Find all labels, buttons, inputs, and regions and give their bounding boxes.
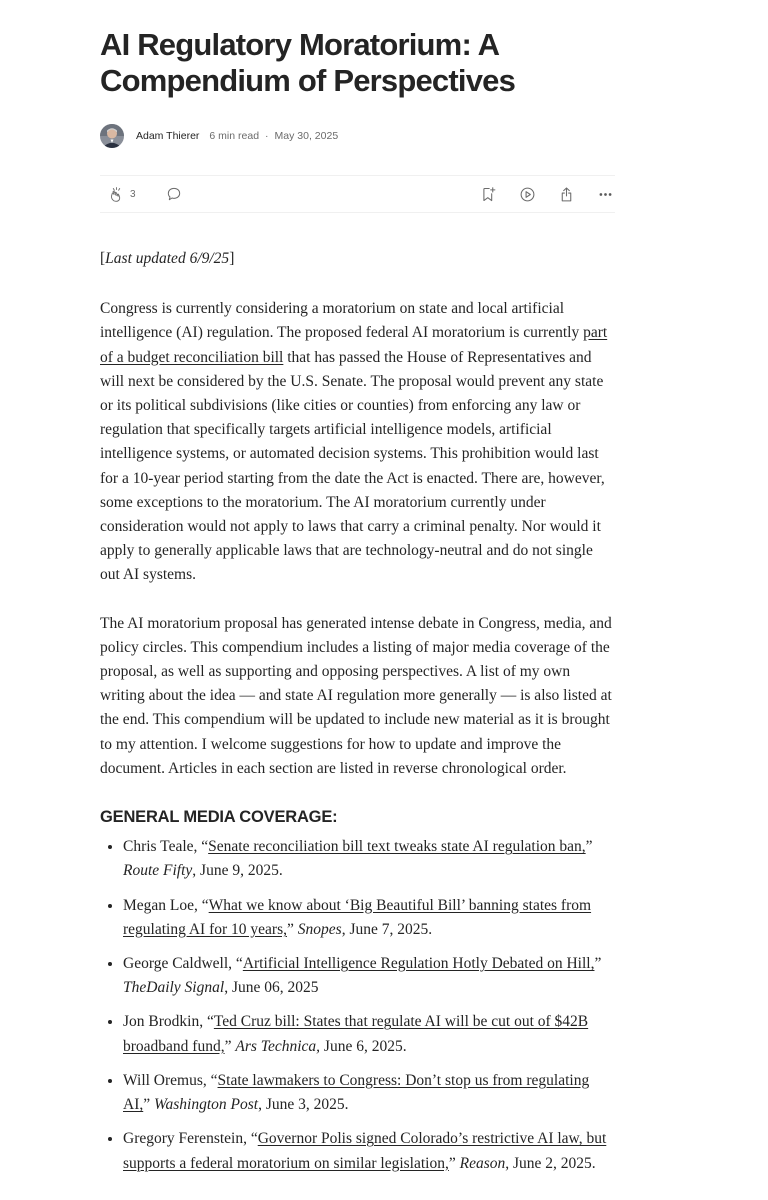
media-coverage-list: [100, 835, 615, 1175]
last-updated-note: [100, 247, 615, 271]
ref-publication: Reason: [459, 1154, 506, 1172]
ref-date: June 6, 2025.: [320, 1037, 407, 1055]
ref-publication: Snopes: [297, 920, 342, 938]
comment-icon[interactable]: [164, 184, 184, 204]
action-bar-right: [459, 184, 615, 204]
more-options-icon[interactable]: [595, 184, 615, 204]
author-name[interactable]: Adam Thierer: [136, 130, 200, 142]
p1-after-link: that has passed the House of Representatives and will next be considered by the U.S. Senate. The proposal would prevent any state or its political subdivisions (like cities or counties) from enforcing any law or regulation that specifically targets artificial intelligence models, artificial intelligence systems, or automated decision systems. This prohibition would last for a 10-year period starting from the date the Act is enacted. There are, however, some exceptions to the moratorium. The AI moratorium currently under consideration would not apply to laws that carry a criminal penalty. Nor would it apply to generally applicable laws that are technology-neutral and do not single out AI systems.: [100, 348, 605, 584]
ref-article-link[interactable]: Artificial Intelligence Regulation Hotly Debated on Hill,: [242, 955, 595, 973]
list-item: • Jon Brodkin, “Ted Cruz bill: States that regulate AI will be cut out of $42B broadband fund,” Ars Technica, June 6, 2025.: [123, 1010, 615, 1058]
clap-count: 3: [130, 188, 136, 200]
intro-paragraph: [100, 297, 615, 587]
list-item: • George Caldwell, “Artificial Intelligence Regulation Hotly Debated on Hill,” TheDaily Signal, June 06, 2025: [123, 952, 615, 1000]
ref-date: , June 06, 2025: [224, 979, 319, 997]
ref-author: Will Oremus,: [123, 1071, 211, 1089]
play-icon[interactable]: [517, 184, 537, 204]
budget-bill-link[interactable]: part of a budget reconciliation bill: [100, 324, 608, 366]
share-icon[interactable]: [556, 184, 576, 204]
list-item: • Chris Teale, “Senate reconciliation bill text tweaks state AI regulation ban,” Route Fifty, June 9, 2025.: [123, 835, 615, 883]
p1-before-link: Congress is currently considering a moratorium on state and local artificial intelligence (AI) regulation. The proposed federal AI moratorium is currently: [100, 300, 584, 342]
ref-author: George Caldwell,: [123, 955, 236, 973]
updated-text: Last updated 6/9/25: [105, 250, 230, 267]
ref-article-link[interactable]: What we know about ‘Big Beautiful Bill’ banning states from regulating AI for 10 years,: [123, 896, 592, 938]
list-item: • Megan Loe, “What we know about ‘Big Beautiful Bill’ banning states from regulating AI for 10 years,” Snopes, June 7, 2025.: [123, 894, 615, 942]
action-bar: [100, 175, 615, 213]
ref-date: , June 9, 2025.: [192, 862, 283, 880]
read-time: 6 min read: [209, 130, 260, 142]
article: [100, 0, 615, 1186]
bookmark-add-icon[interactable]: [478, 184, 498, 204]
ref-author: Chris Teale,: [123, 838, 202, 856]
second-paragraph: The AI moratorium proposal has generated intense debate in Congress, media, and policy circles. This compendium includes a listing of major media coverage of the proposal, as well as supporting and opposing perspectives. A list of my own writing about the idea — and state AI regulation more generally — is also listed at the end. This compendium will be updated to include new material as it is brought to my attention. I welcome suggestions for how to update and improve the document. Articles in each section are listed in reverse chronological order.: [100, 614, 612, 777]
author-avatar[interactable]: [100, 124, 124, 148]
ref-author: Gregory Ferenstein,: [123, 1130, 251, 1148]
ref-publication: Route Fifty: [123, 862, 193, 880]
clap-icon[interactable]: [106, 184, 126, 204]
ref-article-link[interactable]: Ted Cruz bill: States that regulate AI will be cut out of $42B broadband fund,: [123, 1013, 589, 1055]
section-heading-media-coverage: GENERAL MEDIA COVERAGE:: [100, 808, 338, 827]
ref-publication: Washington Post: [154, 1096, 259, 1114]
ref-publication: TheDaily Signal: [123, 979, 225, 997]
ref-article-link[interactable]: Governor Polis signed Colorado’s restrictive AI law, but supports a federal moratorium on similar legislation,: [123, 1130, 607, 1172]
ref-author: Jon Brodkin,: [123, 1013, 207, 1031]
ref-article-link[interactable]: State lawmakers to Congress: Don’t stop us from regulating AI,: [123, 1071, 590, 1114]
ref-article-link[interactable]: Senate reconciliation bill text tweaks state AI regulation ban,: [208, 838, 586, 856]
ref-date: , June 3, 2025.: [258, 1096, 349, 1114]
byline: [100, 122, 615, 150]
article-title: AI Regulatory Moratorium: A Compendium of Perspectives: [100, 27, 516, 98]
updated-bracket-close: ]: [229, 250, 235, 267]
ref-date: , June 2, 2025.: [505, 1154, 596, 1172]
meta-separator: ·: [265, 130, 269, 142]
avatar-image: [100, 124, 124, 148]
ref-author: Megan Loe,: [123, 896, 202, 914]
ref-publication: Ars Technica,: [235, 1037, 321, 1055]
list-item: • Gregory Ferenstein, “Governor Polis signed Colorado’s restrictive AI law, but supports a federal moratorium on similar legislation,” Reason, June 2, 2025.: [123, 1127, 615, 1175]
action-bar-left: [100, 184, 184, 204]
publish-date: May 30, 2025: [274, 130, 339, 142]
updated-bracket-open: [: [100, 250, 106, 267]
list-item: • Will Oremus, “State lawmakers to Congress: Don’t stop us from regulating AI,” Washington Post, June 3, 2025.: [123, 1069, 615, 1117]
ref-date: , June 7, 2025.: [341, 920, 433, 938]
article-body: [100, 247, 615, 1176]
